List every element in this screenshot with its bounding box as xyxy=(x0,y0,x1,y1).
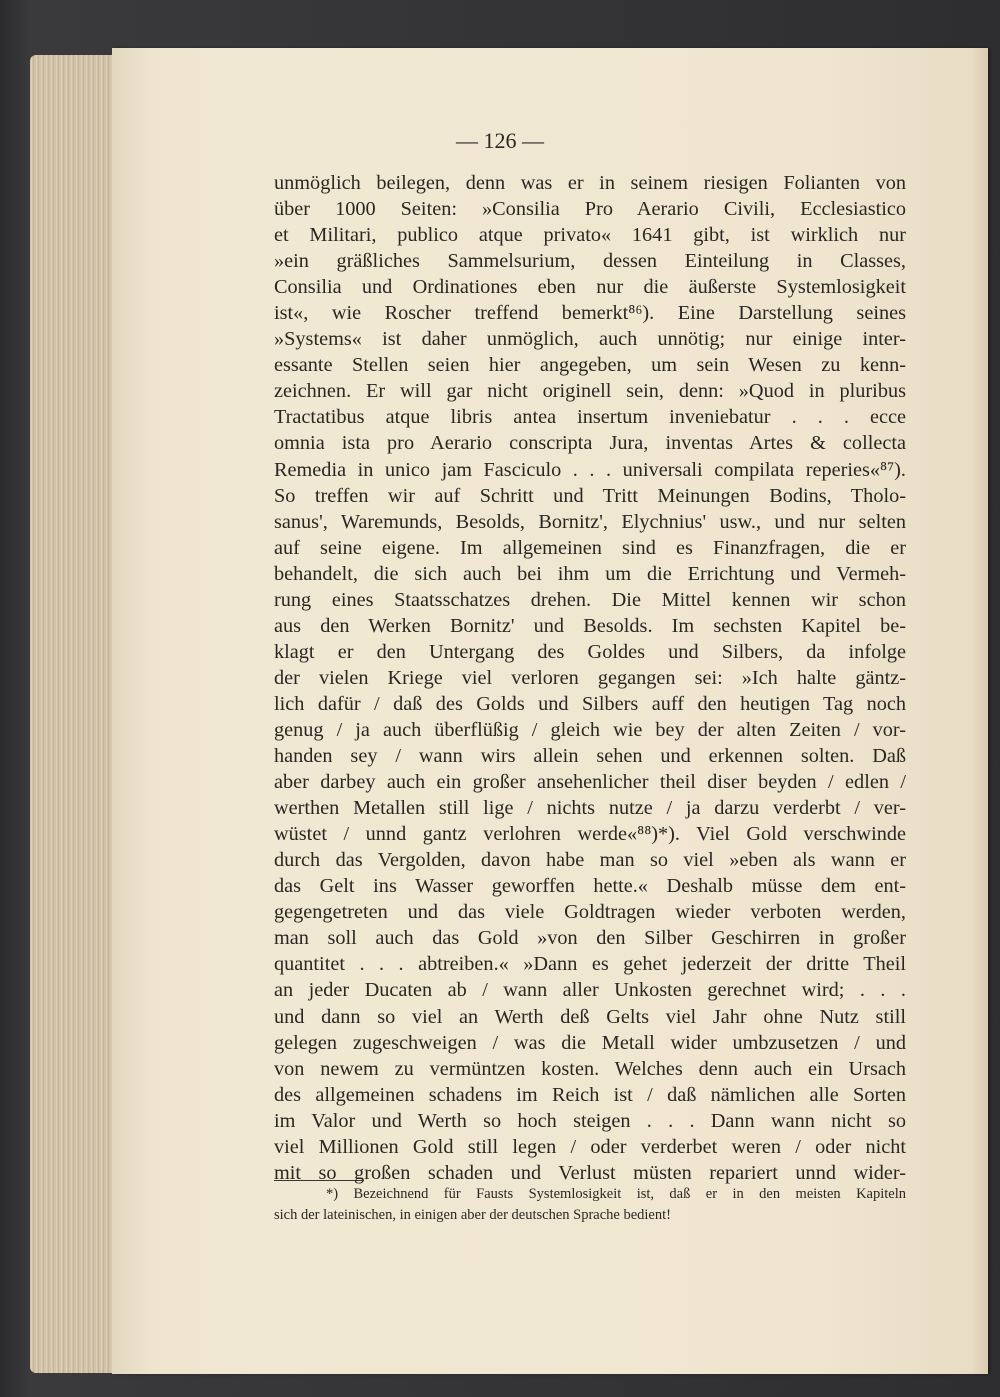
text-line: von newem zu vermüntzen kosten. Welches denn auch ein Ursach xyxy=(274,1057,906,1080)
text-line: mit so großen schaden und Verlust müsten repariert unnd wider- xyxy=(274,1161,906,1184)
text-line: sanus', Waremunds, Besolds, Bornitz', Elychnius' usw., und nur selten xyxy=(274,510,906,533)
text-line: klagt er den Untergang des Goldes und Silbers, da infolge xyxy=(274,640,906,663)
text-line: Tractatibus atque libris antea insertum inveniebatur . . . ecce xyxy=(274,406,906,429)
text-line: werthen Metallen still lige / nichts nutze / ja darzu verderbt / ver- xyxy=(274,797,906,820)
footnote-line: *) Bezeichnend für Fausts Systemlosigkeit ist, daß er in den meisten Kapiteln xyxy=(326,1186,906,1202)
text-line: aus den Werken Bornitz' und Besolds. Im sechsten Kapitel be- xyxy=(274,614,906,637)
text-line: essante Stellen seien hier angegeben, um sein Wesen zu kenn- xyxy=(274,354,906,377)
text-line: gelegen zugeschweigen / was die Metall wider umbzusetzen / und xyxy=(274,1031,906,1054)
footnote xyxy=(274,1184,906,1226)
text-line: unmöglich beilegen, denn was er in seinem riesigen Folianten von xyxy=(274,172,906,194)
text-line: gegengetreten und das viele Goldtragen wieder verboten werden, xyxy=(274,901,906,924)
text-line: aber darbey auch ein großer ansehenlicher theil diser beyden / edlen / xyxy=(274,771,906,794)
text-line: quantitet . . . abtreiben.« »Dann es gehet jederzeit der dritte Theil xyxy=(274,953,906,976)
text-line: man soll auch das Gold »von den Silber Geschirren in großer xyxy=(274,927,906,950)
text-line: über 1000 Seiten: »Consilia Pro Aerario Civili, Ecclesiastico xyxy=(274,198,906,221)
text-line: lich dafür / daß des Golds und Silbers auff den heutigen Tag noch xyxy=(274,692,906,715)
text-line: zeichnen. Er will gar nicht originell sein, denn: »Quod in pluribus xyxy=(274,380,906,403)
text-line: und dann so viel an Werth deß Gelts viel Jahr ohne Nutz still xyxy=(274,1005,906,1028)
text-line: »Systems« ist daher unmöglich, auch unnötig; nur einige inter- xyxy=(274,328,906,351)
page-number: — 126 — xyxy=(456,128,544,153)
text-line: ist«, wie Roscher treffend bemerkt⁸⁶). Eine Darstellung seines xyxy=(274,302,906,325)
footnote-rule xyxy=(274,1180,364,1181)
text-line: handen sey / wann wirs allein sehen und erkennen solten. Daß xyxy=(274,745,906,768)
text-line: an jeder Ducaten ab / wann aller Unkosten gerechnet wird; . . . xyxy=(274,979,906,1002)
text-line: behandelt, die sich auch bei ihm um die Errichtung und Vermeh- xyxy=(274,562,906,585)
text-line: wüstet / unnd gantz verlohren werde«⁸⁸)*). Viel Gold verschwinde xyxy=(274,823,906,846)
text-line: »ein gräßliches Sammelsurium, dessen Einteilung in Classes, xyxy=(274,250,906,273)
text-line: et Militari, publico atque privato« 1641 gibt, ist wirklich nur xyxy=(274,224,906,247)
text-line: Remedia in unico jam Fasciculo . . . universali compilata reperies«⁸⁷). xyxy=(274,458,906,481)
text-line: viel Millionen Gold still legen / oder verderbet weren / oder nicht xyxy=(274,1135,906,1158)
text-line: genug / ja auch überflüßig / gleich wie bey der alten Zeiten / vor- xyxy=(274,718,906,741)
text-line: rung eines Staatsschatzes drehen. Die Mittel kennen wir schon xyxy=(274,588,906,611)
text-line: des allgemeinen schadens im Reich ist / daß nämlichen alle Sorten xyxy=(274,1083,906,1106)
text-line: das Gelt ins Wasser geworffen hette.« Deshalb müsse dem ent- xyxy=(274,875,906,898)
text-line: auf seine eigene. Im allgemeinen sind es Finanzfragen, die er xyxy=(274,536,906,559)
body-text xyxy=(274,170,906,1186)
text-line: im Valor und Werth so hoch steigen . . . Dann wann nicht so xyxy=(274,1109,906,1132)
text-line: So treffen wir auf Schritt und Tritt Meinungen Bodins, Tholo- xyxy=(274,484,906,507)
text-line: der vielen Kriege viel verloren gegangen sei: »Ich halte gäntz- xyxy=(274,666,906,689)
text-line: Consilia und Ordinationes eben nur die äußerste Systemlosigkeit xyxy=(274,276,906,299)
footnote-line: sich der lateinischen, in einigen aber der deutschen Sprache bedient! xyxy=(274,1207,671,1223)
text-line: durch das Vergolden, davon habe man so viel »eben als wann er xyxy=(274,849,906,872)
text-line: omnia ista pro Aerario conscripta Jura, inventas Artes & collecta xyxy=(274,432,906,455)
